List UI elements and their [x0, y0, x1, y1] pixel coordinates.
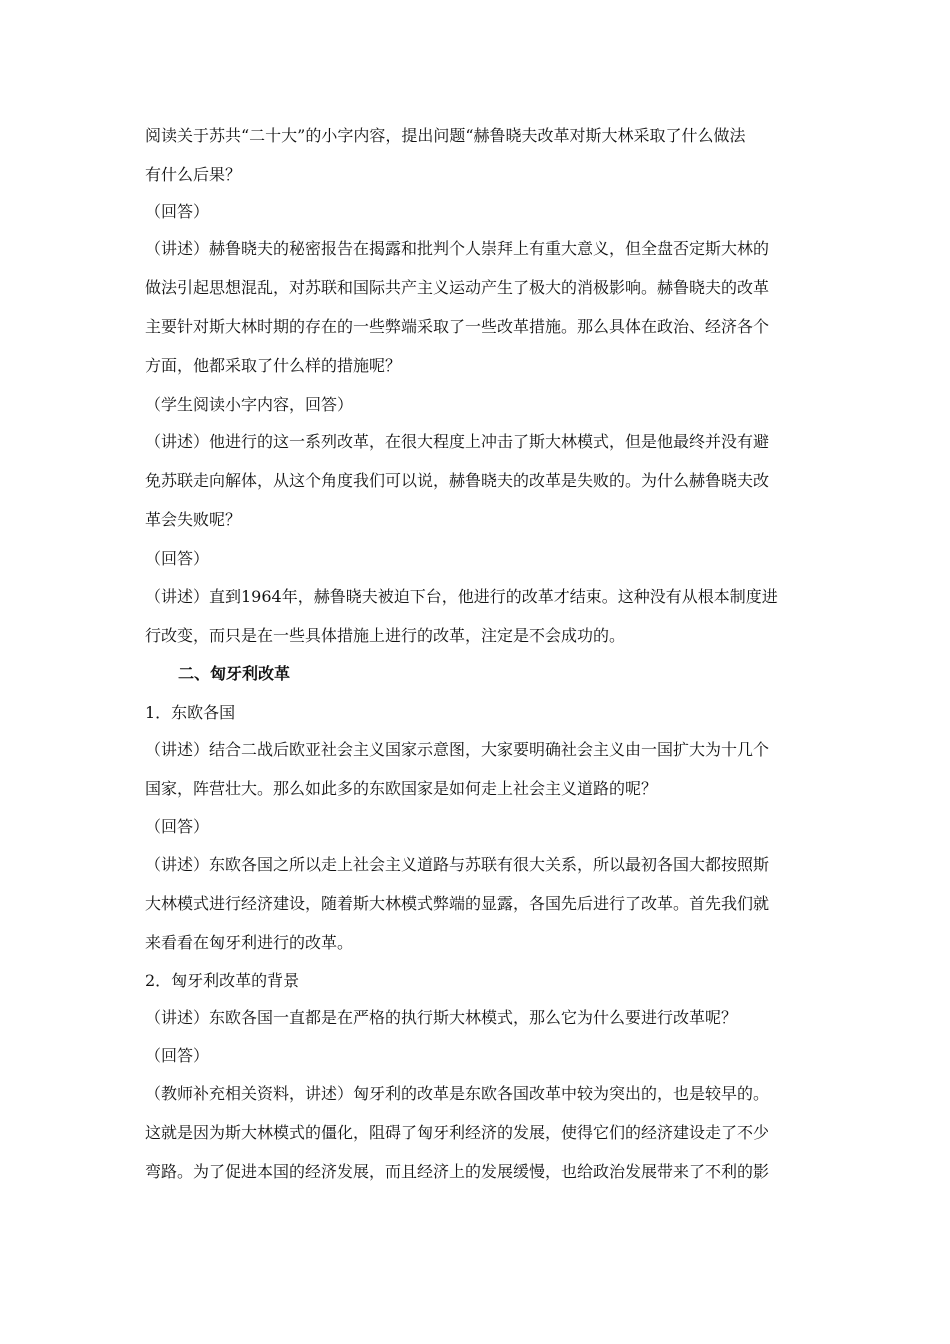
paragraph-line: （讲述）结合二战后欧亚社会主义国家示意图，大家要明确社会主义由一国扩大为十几个 — [145, 740, 770, 759]
paragraph-line: （讲述）东欧各国一直都是在严格的执行斯大林模式，那么它为什么要进行改革呢？ — [145, 1008, 738, 1027]
paragraph-line: 弯路。为了促进本国的经济发展，而且经济上的发展缓慢，也给政治发展带来了不利的影 — [145, 1162, 770, 1181]
paragraph-line: 阅读关于苏共“二十大”的小字内容，提出问题“赫鲁晓夫改革对斯大林采取了什么做法 — [145, 126, 746, 145]
paragraph-line: （讲述）赫鲁晓夫的秘密报告在揭露和批判个人崇拜上有重大意义，但全盘否定斯大林的 — [145, 239, 770, 258]
paragraph-line: （讲述）东欧各国之所以走上社会主义道路与苏联有很大关系，所以最初各国大都按照斯 — [145, 855, 770, 874]
paragraph-line: （回答） — [145, 202, 210, 221]
paragraph-line: 方面，他都采取了什么样的措施呢？ — [145, 356, 402, 375]
paragraph-line: 革会失败呢？ — [145, 510, 242, 529]
paragraph-line: 这就是因为斯大林模式的僵化，阻碍了匈牙利经济的发展，使得它们的经济建设走了不少 — [145, 1123, 770, 1142]
section-heading: 二、匈牙利改革 — [178, 664, 291, 683]
paragraph-line: （教师补充相关资料，讲述）匈牙利的改革是东欧各国改革中较为突出的，也是较早的。 — [145, 1084, 770, 1103]
subsection-heading: 2．匈牙利改革的背景 — [145, 971, 300, 990]
paragraph-line: （讲述）他进行的这一系列改革，在很大程度上冲击了斯大林模式，但是他最终并没有避 — [145, 432, 770, 451]
paragraph-line: 大林模式进行经济建设，随着斯大林模式弊端的显露，各国先后进行了改革。首先我们就 — [145, 894, 770, 913]
paragraph-line: （学生阅读小字内容，回答） — [145, 395, 354, 414]
paragraph-line: 国家，阵营壮大。那么如此多的东欧国家是如何走上社会主义道路的呢？ — [145, 779, 658, 798]
paragraph-line: （回答） — [145, 817, 210, 836]
paragraph-line: （回答） — [145, 549, 210, 568]
paragraph-line: 免苏联走向解体，从这个角度我们可以说，赫鲁晓夫的改革是失败的。为什么赫鲁晓夫改 — [145, 471, 770, 490]
paragraph-line: 有什么后果？ — [145, 165, 242, 184]
subsection-heading: 1．东欧各国 — [145, 703, 236, 722]
paragraph-line: 做法引起思想混乱，对苏联和国际共产主义运动产生了极大的消极影响。赫鲁晓夫的改革 — [145, 278, 770, 297]
paragraph-line: 主要针对斯大林时期的存在的一些弊端采取了一些改革措施。那么具体在政治、经济各个 — [145, 317, 770, 336]
paragraph-line: 行改变，而只是在一些具体措施上进行的改革，注定是不会成功的。 — [145, 626, 626, 645]
paragraph-line: （回答） — [145, 1046, 210, 1065]
paragraph-line: （讲述）直到1964年，赫鲁晓夫被迫下台，他进行的改革才结束。这种没有从根本制度进 — [145, 587, 778, 606]
paragraph-line: 来看看在匈牙利进行的改革。 — [145, 933, 354, 952]
